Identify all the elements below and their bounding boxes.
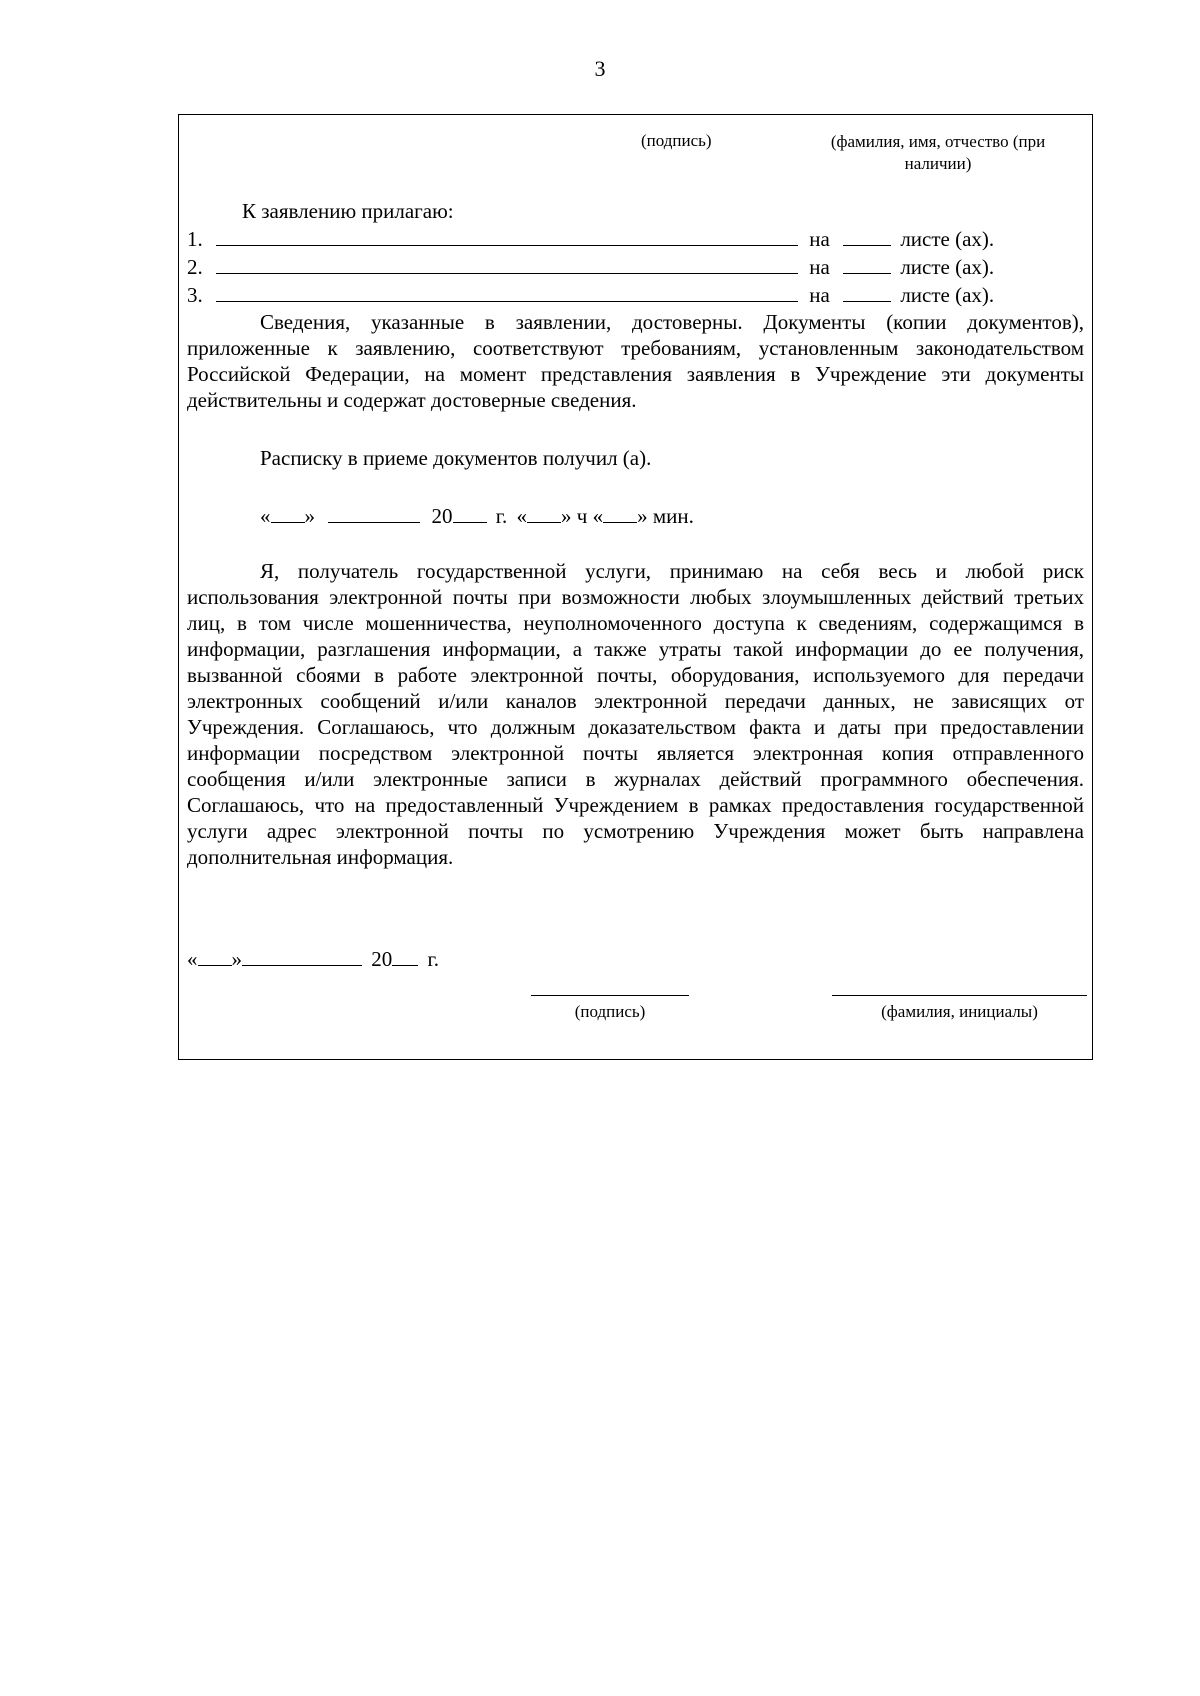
hour-label: ч [576, 504, 588, 528]
initials-label-bottom: (фамилия, инициалы) [881, 1002, 1038, 1021]
minute-field[interactable] [603, 502, 637, 523]
attachment-name-field[interactable] [216, 225, 798, 246]
hour-field[interactable] [527, 502, 561, 523]
year-field[interactable] [453, 502, 487, 523]
declaration-paragraph: Сведения, указанные в заявлении, достоверны. Документы (копии документов), приложенные к заявлению, соответствуют требованиям, установленным законодательством Российской Федерации, на момент представления заявления в Учреждение эти документы действительны и содержат достоверные сведения. [187, 310, 1084, 412]
attachment-on-label: на [809, 227, 830, 251]
consent-paragraph: Я, получатель государственной услуги, принимаю на себя весь и любой риск использования электронной почты при возможности любых злоумышленных действий третьих лиц, в том числе мошенничества, неуполномоченного доступа к сведениям, содержащимся в информации, разглашения информации, а также утраты такой информации до ее получения, вызванной сбоями в работе электронной почты, оборудования, используемого для передачи электронных сообщений и/или каналов электронной передачи данных, не зависящих от Учреждения. Соглашаюсь, что должным доказательством факта и даты при предоставлении информации посредством электронной почты является электронная копия отправленного сообщения и/или электронные записи в журналах действий программного обеспечения. Соглашаюсь, что на предоставленный Учреждением в рамках предоставления государственной услуги адрес электронной почты по усмотрению Учреждения может быть направлена дополнительная информация. [187, 559, 1084, 869]
signature-line[interactable] [531, 995, 689, 996]
signature-label-bottom: (подпись) [574, 1002, 646, 1021]
attachment-on-label: на [809, 283, 830, 307]
application-form-frame [178, 114, 1093, 1060]
year-prefix: 20 [431, 504, 453, 528]
attachments-heading: К заявлению прилагаю: [242, 199, 454, 223]
signature-label-top: (подпись) [641, 131, 712, 150]
page-number: 3 [594, 56, 606, 81]
attachment-name-field[interactable] [216, 253, 798, 274]
receipt-date-line [260, 502, 694, 529]
attachment-sheets-field[interactable] [843, 281, 891, 302]
day-field[interactable] [271, 502, 305, 523]
quote-close: » [231, 947, 242, 971]
minute-label: мин. [652, 504, 694, 528]
day-field[interactable] [198, 945, 232, 966]
quote-close: » [304, 504, 315, 528]
month-field[interactable] [242, 945, 362, 966]
quote-open: « [187, 947, 198, 971]
year-field[interactable] [392, 945, 418, 966]
quote-open: « [260, 504, 271, 528]
quote-open: « [516, 504, 527, 528]
initials-line[interactable] [832, 995, 1087, 996]
receipt-text: Расписку в приеме документов получил (а). [260, 446, 652, 470]
attachment-number: 2. [187, 255, 203, 279]
attachment-number: 3. [187, 283, 203, 307]
year-prefix: 20 [371, 947, 393, 971]
final-date-line [187, 945, 439, 972]
quote-open: « [592, 504, 604, 528]
attachment-sheets-field[interactable] [843, 225, 891, 246]
year-suffix: г. [427, 947, 439, 971]
attachment-row [187, 253, 994, 280]
attachment-number: 1. [187, 227, 203, 251]
fullname-label-top: (фамилия, имя, отчество (при наличии) [830, 132, 1046, 173]
quote-close: » [637, 504, 648, 528]
attachment-row [187, 225, 994, 252]
attachment-row [187, 281, 994, 308]
attachment-sheets-field[interactable] [843, 253, 891, 274]
quote-close: » [561, 504, 572, 528]
year-suffix: г. [495, 504, 508, 528]
attachment-on-label: на [809, 255, 830, 279]
month-field[interactable] [328, 502, 420, 523]
attachment-sheets-label: листе (ах). [900, 255, 995, 279]
attachment-sheets-label: листе (ах). [900, 227, 995, 251]
attachment-sheets-label: листе (ах). [900, 283, 995, 307]
attachment-name-field[interactable] [216, 281, 798, 302]
